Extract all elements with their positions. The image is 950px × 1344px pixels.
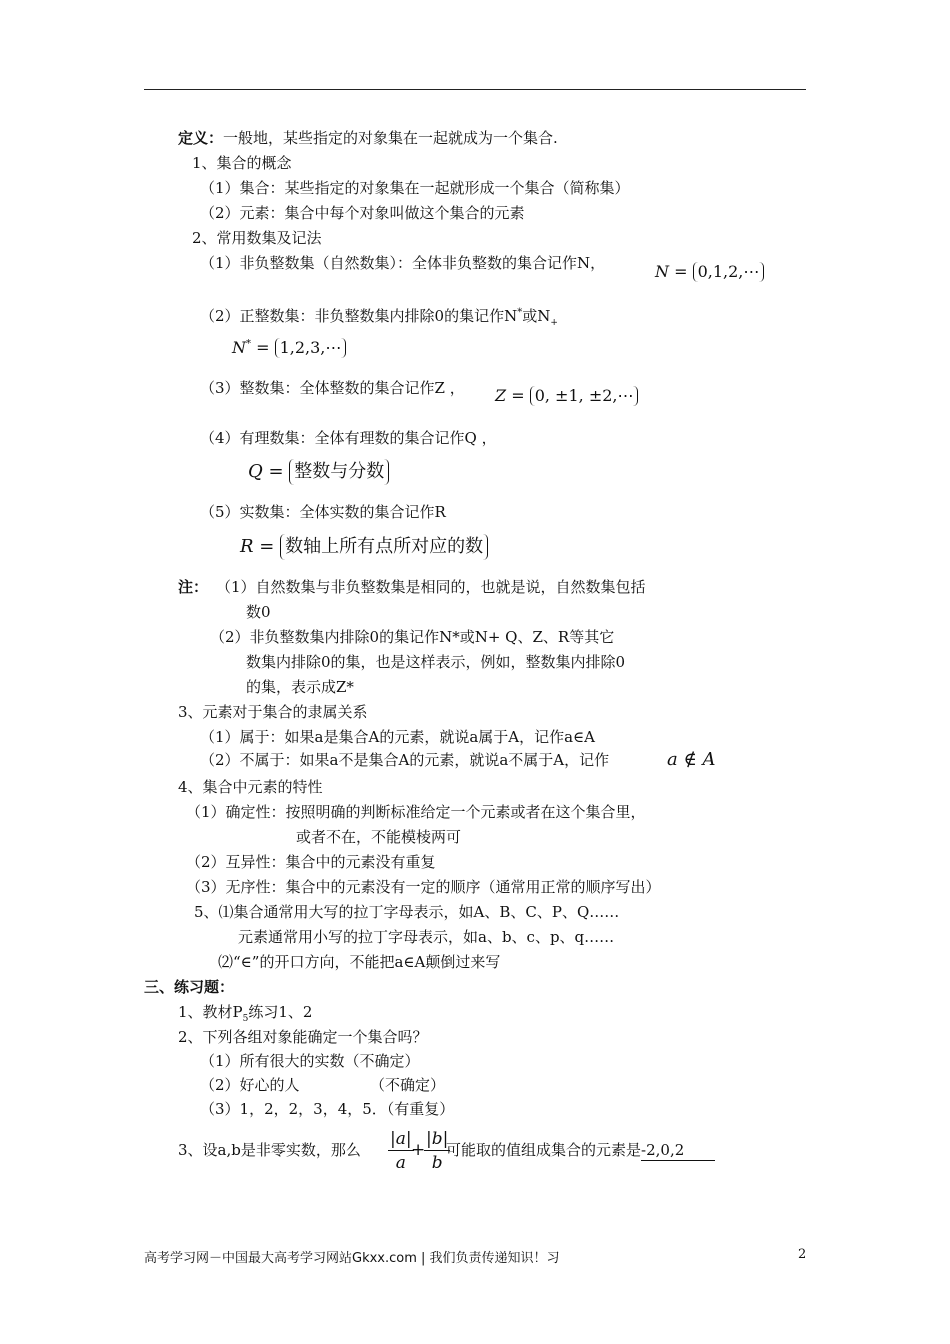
section5-line: 5、⑴集合通常用大写的拉丁字母表示，如A、B、C、P、Q…… — [194, 903, 620, 921]
exercise-3-text-b: 可能取的值组成集合的元素是-2,0,2 — [446, 1140, 715, 1161]
note-line: （1）自然数集与非负整数集是相同的，也就是说，自然数集包括 — [216, 578, 646, 596]
fraction-abs-b-over-b: $\frac{|b|}{b}$ — [426, 1129, 449, 1173]
exercise-2-item: （3）1，2，2，3，4，5．（有重复） — [200, 1100, 455, 1118]
natural-set-formula: N = 0,1,2,⋯ — [655, 262, 764, 282]
section1-item: （2）元素：集合中每个对象叫做这个集合的元素 — [200, 204, 525, 222]
integer-set-text: （3）整数集：全体整数的集合记作Z ， — [200, 379, 465, 397]
real-set-text: （5）实数集：全体实数的集合记作R — [200, 503, 446, 521]
header-rule — [144, 89, 806, 90]
notin-formula: a ∉ A — [667, 749, 716, 770]
section2-title: 2、常用数集及记法 — [192, 229, 322, 247]
exercise-3-answer: -2,0,2 — [641, 1140, 715, 1161]
section4-line: （3）无序性：集合中的元素没有一定的顺序（通常用正常的顺序写出） — [186, 878, 661, 896]
section5-line: ⑵“∈”的开口方向，不能把a∈A颠倒过来写 — [218, 953, 501, 971]
natural-set-text: （1）非负整数集（自然数集）：全体非负整数的集合记作N， — [200, 254, 606, 272]
section5-line: 元素通常用小写的拉丁字母表示，如a、b、c、p、q…… — [238, 928, 615, 946]
exercise-2-title: 2、下列各组对象能确定一个集合吗？ — [178, 1028, 428, 1046]
note-line: 数0 — [246, 603, 271, 621]
section3-item: （2）不属于：如果a不是集合A的元素，就说a不属于A，记作 — [200, 751, 610, 769]
section1-title: 1、集合的概念 — [192, 154, 292, 172]
exercise-2-item: （2）好心的人 — [200, 1076, 300, 1094]
fraction-abs-a-over-a: $\frac{|a|}{a}$ — [390, 1129, 412, 1173]
note-line: 的集，表示成Z* — [246, 678, 354, 696]
integer-set-formula: Z = 0, ±1, ±2,⋯ — [495, 386, 638, 406]
plus-sign: + — [411, 1140, 426, 1160]
footer-text: 高考学习网－中国最大高考学习网站Gkxx.com | 我们负责传递知识！习 — [144, 1251, 560, 1266]
exercise-2-item-note: （不确定） — [370, 1076, 446, 1094]
section3-item: （1）属于：如果a是集合A的元素，就说a属于A，记作a∈A — [200, 728, 595, 746]
section4-line: （1）确定性：按照明确的判断标准给定一个元素或者在这个集合里， — [186, 803, 646, 821]
rational-set-formula: Q = 整数与分数 — [248, 459, 389, 485]
section4-title: 4、集合中元素的特性 — [178, 778, 323, 796]
section4-line: （2）互异性：集合中的元素没有重复 — [186, 853, 436, 871]
definition-line — [178, 128, 558, 148]
exercise-3-text: 3、设a,b是非零实数，那么 — [178, 1141, 361, 1159]
note-line: 数集内排除0的集，也是这样表示，例如，整数集内排除0 — [246, 653, 626, 671]
rational-set-text: （4）有理数集：全体有理数的集合记作Q ， — [200, 429, 497, 447]
definition-label: 定义： — [178, 129, 224, 147]
exercise-1: 1、教材$P_5$练习1、2 — [178, 1003, 313, 1024]
note-label: 注： — [178, 578, 209, 596]
section4-line: 或者不在，不能模棱两可 — [296, 828, 462, 846]
real-set-formula: R = 数轴上所有点所对应的数 — [240, 534, 488, 560]
page-number: 2 — [798, 1247, 807, 1262]
positive-int-formula: N* = 1,2,3,⋯ — [232, 338, 346, 358]
definition-text: 一般地，某些指定的对象集在一起就成为一个集合. — [223, 129, 558, 147]
exercise-2-item: （1）所有很大的实数（不确定） — [200, 1052, 420, 1070]
exercise-title: 三、练习题： — [144, 978, 235, 996]
note-line: （2）非负整数集内排除0的集记作N*或N+ Q、Z、R等其它 — [210, 628, 615, 646]
positive-int-text: （2）正整数集：非负整数集内排除0的集记作N*或$N_+$ — [200, 307, 558, 328]
section3-title: 3、元素对于集合的隶属关系 — [178, 703, 368, 721]
section1-item: （1）集合：某些指定的对象集在一起就形成一个集合（简称集） — [200, 179, 630, 197]
